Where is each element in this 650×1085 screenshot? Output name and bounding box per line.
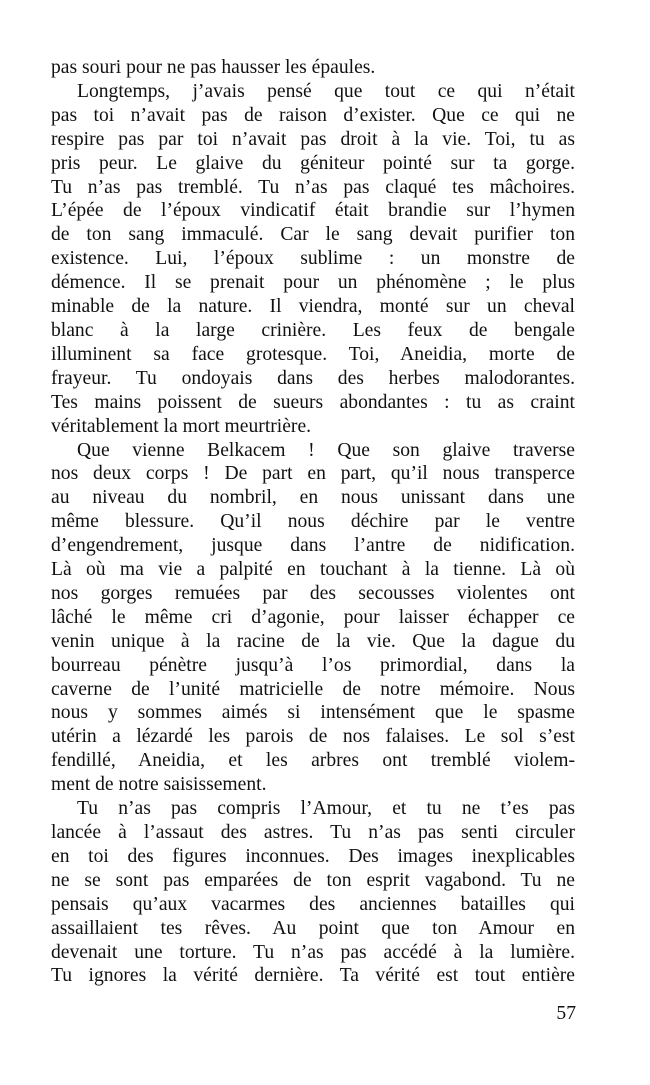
text-line: même blessure. Qu’il nous déchire par le ventre [51,511,575,533]
text-line: démence. Il se prenait pour un phénomène ; le plus [51,272,575,294]
text-line: nous y sommes aimés si intensément que le spasme [51,702,575,724]
text-line: d’engendrement, jusque dans l’antre de nidification. [51,535,575,557]
text-line: bourreau pénètre jusqu’à l’os primordial, dans la [51,654,575,676]
text-line: pris peur. Le glaive du géniteur pointé sur ta gorge. [51,152,575,174]
text-line: pas souri pour ne pas hausser les épaules. [51,57,376,78]
text-line: existence. Lui, l’époux sublime : un monstre de [51,248,575,270]
text-line: illuminent sa face grotesque. Toi, Aneidia, morte de [51,343,575,365]
text-line: nos deux corps ! De part en part, qu’il nous transperce [51,463,575,485]
text-line: minable de la nature. Il viendra, monté sur un cheval [51,296,575,318]
text-line: frayeur. Tu ondoyais dans des herbes malodorantes. [51,367,575,389]
text-line: venin unique à la racine de la vie. Que la dague du [51,630,575,652]
text-line: assaillaient tes rêves. Au point que ton Amour en [51,917,575,939]
text-line: pas toi n’avait pas de raison d’exister. Que ce qui ne [51,104,575,126]
text-line: lâché le même cri d’agonie, pour laisser échapper ce [51,606,575,628]
text-line: Que vienne Belkacem ! Que son glaive traverse [77,439,575,461]
text-line: caverne de l’unité matricielle de notre mémoire. Nous [51,678,575,700]
text-line: utérin a lézardé les parois de nos falaises. Le sol s’est [51,726,575,748]
page-number: 57 [556,1003,576,1024]
text-line: Tu n’as pas compris l’Amour, et tu ne t’es pas [77,798,575,820]
text-line: véritablement la mort meurtrière. [51,415,312,437]
text-line: Tu n’as pas tremblé. Tu n’as pas claqué tes mâchoires. [51,176,575,198]
text-line: respire pas par toi n’avait pas droit à la vie. Toi, tu as [51,128,575,150]
text-line: ne se sont pas emparées de ton esprit vagabond. Tu ne [51,869,575,891]
text-line: Là où ma vie a palpité en touchant à la tienne. Là où [51,559,575,581]
text-line: Tes mains poissent de sueurs abondantes : tu as craint [51,391,575,413]
text-line: de ton sang immaculé. Car le sang devait purifier ton [51,224,575,246]
text-line: Tu ignores la vérité dernière. Ta vérité est tout entière [51,965,575,987]
text-line: blanc à la large crinière. Les feux de bengale [51,319,575,341]
text-line: devenait une torture. Tu n’as pas accédé à la lumière. [51,941,575,963]
text-line: L’épée de l’époux vindicatif était brandie sur l’hymen [51,200,575,222]
text-line: lancée à l’assaut des astres. Tu n’as pas senti circuler [51,822,575,843]
text-line: nos gorges remuées par des secousses violentes ont [51,582,575,604]
text-line: fendillé, Aneidia, et les arbres ont tremblé violem- [51,750,575,772]
text-line: pensais qu’aux vacarmes des anciennes batailles qui [51,893,575,915]
text-line: en toi des figures inconnues. Des images inexplicables [51,845,575,867]
text-line: ment de notre saisissement. [51,774,267,796]
page-text-block [51,56,575,988]
text-line: au niveau du nombril, en nous unissant dans une [51,487,575,509]
text-line: Longtemps, j’avais pensé que tout ce qui n’était [77,80,575,102]
